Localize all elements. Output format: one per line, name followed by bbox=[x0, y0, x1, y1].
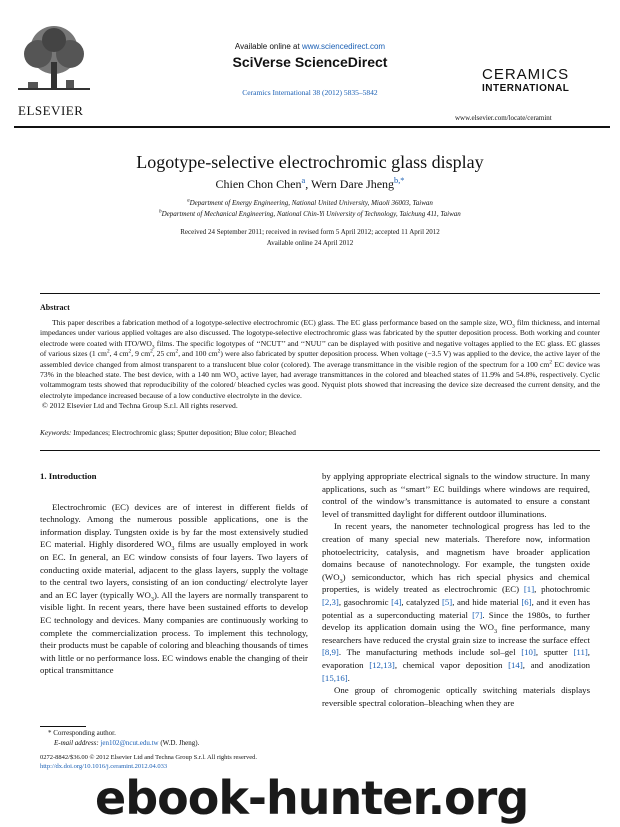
abstract-text-5: , 9 cm bbox=[131, 349, 151, 359]
elsevier-tree-logo bbox=[14, 24, 94, 106]
ref-link-14[interactable]: [14] bbox=[508, 659, 523, 670]
section-heading-introduction: 1. Introduction bbox=[40, 471, 97, 481]
ref-link-15-16[interactable]: [15,16] bbox=[322, 672, 348, 683]
ref-link-1[interactable]: [1] bbox=[523, 584, 535, 595]
available-online-line bbox=[160, 42, 460, 51]
abstract-heading: Abstract bbox=[40, 303, 70, 312]
right-column bbox=[322, 470, 590, 709]
watermark: ebook-hunter.org bbox=[95, 771, 529, 825]
p2-text-g: , and it even has potential as a superconducting material bbox=[322, 596, 590, 620]
journal-homepage-url[interactable]: www.elsevier.com/locate/ceramint bbox=[455, 114, 552, 122]
abstract-copyright: © 2012 Elsevier Ltd and Techna Group S.r.l. All rights reserved. bbox=[42, 401, 238, 411]
email-owner: (W.D. Jheng). bbox=[158, 739, 200, 747]
p2-text-o: . bbox=[347, 672, 350, 683]
p2-text-j: . The manufacturing methods include sol–gel bbox=[338, 647, 522, 658]
abstract-text-8: ) were also fabricated by sputter deposition process. When voltage (−3.5 V) was applied to the device, the active layer of the assembled device changed from almost transparent to a translucent blue color (colored). The average transmittance in the visible region of the spectrum for a 100 cm bbox=[40, 349, 601, 369]
ref-link-5[interactable]: [5] bbox=[441, 596, 453, 607]
author-1-affil[interactable]: a bbox=[301, 176, 306, 185]
author-2: Wern Dare Jheng bbox=[311, 177, 395, 191]
affiliation-a bbox=[0, 199, 620, 207]
abstract-bottom-rule bbox=[40, 450, 600, 451]
p2-text-c: , photochromic bbox=[534, 584, 590, 595]
left-column bbox=[40, 470, 308, 677]
affiliation-b bbox=[0, 210, 620, 218]
abstract-text-9: EC device was 73% in the bleached state. The best device, with a 140 nm WO bbox=[40, 359, 600, 380]
abstract-text-10: active layer, had average transmittances in the colored and bleached states of 11.9% and 54.8%, respectively. Cyclic voltammogram tests showed that reproducibility of the colored/ bleached cycles was good. Nyquist plots showed that increasing the device size decreased the current density, and the electrolyte impedance increased because of a low conductive electrolyte in the device. bbox=[40, 370, 601, 400]
issn-line: 0272-8842/$36.00 © 2012 Elsevier Ltd and Techna Group S.r.l. All rights reserved. bbox=[40, 754, 258, 761]
ref-link-12-13[interactable]: [12,13] bbox=[369, 659, 395, 670]
abstract-top-rule bbox=[40, 293, 600, 294]
affiliation-a-marker: a bbox=[187, 198, 190, 204]
intro-p1-part-b: films are usually employed in work on EC. In general, an EC window consists of four layers. Two layers of conducting oxide material, adjacent to the glass layers, supply the voltage to the central two layers, consisting of an ion conducting/ electrolyte layer and an EC layer (typically WO bbox=[40, 539, 308, 600]
p2-text-d: , gasochromic bbox=[338, 596, 392, 607]
intro-paragraph-continued: by applying appropriate electrical signals to the window structure. In many applications, such as ‘‘smart’’ EC buildings where windows are required, control of the window’s transmittance is automated to ensure a constant level of transmitted daylight for different outdoor illuminations. bbox=[322, 471, 590, 519]
page-footer bbox=[40, 753, 257, 771]
p2-text-e: , catalyzed bbox=[401, 596, 442, 607]
email-link[interactable]: jen102@ncut.edu.tw bbox=[100, 739, 159, 747]
affiliation-a-text: Department of Energy Engineering, National United University, Miaoli 36003, Taiwan bbox=[189, 199, 433, 207]
intro-paragraph-3: One group of chromogenic optically switching materials displays reversible spectral coloration–bleaching when they are bbox=[322, 685, 590, 708]
ref-link-4[interactable]: [4] bbox=[391, 596, 402, 607]
received-dates: Received 24 September 2011; received in revised form 5 April 2012; accepted 11 April 2012 bbox=[180, 228, 440, 236]
p2-text-m: , chemical vapor deposition bbox=[394, 659, 509, 670]
ref-link-6[interactable]: [6] bbox=[521, 596, 532, 607]
article-title: Logotype-selective electrochromic glass display bbox=[136, 152, 484, 172]
available-online-date: Available online 24 April 2012 bbox=[266, 239, 354, 247]
doi-link[interactable]: http://dx.doi.org/10.1016/j.ceramint.2012.04.033 bbox=[40, 763, 168, 770]
p2-text-i: fine performance, many researchers have reduced the crystal grain size to increase the surface effect bbox=[322, 622, 590, 645]
p2-text-n: , and anodization bbox=[522, 659, 590, 670]
corresponding-author-note: * Corresponding author. bbox=[48, 729, 116, 737]
ref-link-10[interactable]: [10] bbox=[521, 647, 536, 658]
keywords-list: Impedances; Electrochromic glass; Sputter deposition; Blue color; Bleached bbox=[71, 428, 296, 437]
abstract-text-3: films. The specific logotypes of ‘‘NCUT’’ and ‘‘NUU’’ can be displayed with positive and negative voltages applied to the EC glass. EC glasses of various sizes (1 cm bbox=[40, 338, 600, 359]
abstract-text-4: , 4 cm bbox=[109, 349, 129, 359]
journal-center-block bbox=[160, 42, 460, 97]
author-1: Chien Chon Chen bbox=[215, 177, 302, 191]
email-label: E-mail address: bbox=[54, 739, 99, 747]
abstract-text-6: , 25 cm bbox=[152, 349, 176, 359]
ref-link-2-3[interactable]: [2,3] bbox=[322, 596, 339, 607]
p2-text-f: , and hide material bbox=[452, 596, 522, 607]
intro-p1-part-a: Electrochromic (EC) devices are of interest in different fields of technology. Among the numerous possible applications, one is the information display. Tungsten oxide is by far the most extensively studied EC material. Highly disordered WO bbox=[40, 501, 308, 550]
ceramics-international-logo bbox=[482, 66, 569, 94]
ref-link-11[interactable]: [11] bbox=[573, 647, 588, 658]
journal-citation[interactable]: Ceramics International 38 (2012) 5835–5842 bbox=[242, 88, 378, 97]
sciencedirect-link[interactable]: www.sciencedirect.com bbox=[301, 42, 386, 51]
ref-link-7[interactable]: [7] bbox=[472, 609, 483, 620]
p2-text-k: , sputter bbox=[535, 647, 574, 658]
sciverse-logo: SciVerse ScienceDirect bbox=[232, 54, 388, 70]
abstract-text-1: This paper describes a fabrication method of a logotype-selective electrochromic (EC) glass. The EC glass performance based on the sample size, WO bbox=[52, 318, 513, 327]
author-separator: , bbox=[305, 177, 312, 191]
ref-link-8-9[interactable]: [8,9] bbox=[322, 647, 339, 658]
intro-p1-part-c: ). All the layers are normally transparent to visible light. In recent years, there have been sustained efforts to develop EC technology and devices. Many companies are continuously working to complete the commercialization process. To implement this technology, their products must be capable of coloring and bleaching thousands of times with little or no performance loss. EC windows enable the changing of their optical transmittance bbox=[40, 589, 309, 676]
header-rule bbox=[14, 126, 610, 128]
abstract-text-7: , and 100 cm bbox=[178, 349, 218, 359]
available-online-text: Available online at bbox=[234, 42, 302, 51]
affiliation-b-text: Department of Mechanical Engineering, National Chin-Yi University of Technology, Taichung 411, Taiwan bbox=[161, 210, 461, 218]
keywords-line bbox=[40, 428, 600, 437]
abstract-body: This paper describes a fabrication method of a logotype-selective electrochromic (EC) glass. The EC glass performance based on the sample size, $WO_3$ film thickness, and internal impedances under various applied voltages are also discussed. The logotype-selective electrochromic glass was fabricated by the sputter deposition process. Both working and counter electrode were coated with ITO/$WO_3$ films. The specific logotypes of ‘‘NCUT’’ and ‘‘NUU’’ can be displayed with positive and negative voltages applied to the EC glass. EC glasses of various sizes (1 $cm^2$, 4 $cm^2$, 9 $cm^2$, 25 $cm^2$, and 100 $cm^2$) were also fabricated by sputter deposition process. When voltage (−3.5 V) was applied to the device, the active layer of the assembled device changed from almost transparent to a translucent blue color (colored). The average transmittance in the visible region of the spectrum for a 100 $cm^2$ EC device was 73% in the bleached state. The best device, with a 140 nm $WO_3$ active layer, had average transmittances in the colored and bleached states of 11.9% and 54.8%, respectively. Cyclic voltammogram tests showed that reproducibility of the colored/ bleached cycles was good. Nyquist plots showed that increasing the device size decreased the current density, and the electrolyte impedance increased because of a low conductive electrolyte in the device. © 2012 Elsevier Ltd and Techna Group S.r.l. All rights reserved. bbox=[40, 318, 601, 411]
keywords-label: Keywords: bbox=[40, 428, 72, 437]
p2-text-a: In recent years, the nanometer technological progress has led to the creation of many special new materials. Therefore now, information photoelectricity, catalysis, and magnetism have broader application domains because of nanotechnology. For example, the tungsten oxide (WO bbox=[322, 521, 590, 582]
footnote-rule bbox=[40, 726, 86, 727]
journal-name-line1: CERAMICS bbox=[482, 66, 570, 83]
journal-name-line2: INTERNATIONAL bbox=[482, 83, 570, 94]
author-2-affil[interactable]: b,* bbox=[394, 176, 405, 185]
affiliation-b-marker: b bbox=[159, 209, 162, 215]
p2-text-b: ) semiconductor, which has rich special physics and chemical properties, is widely treated as electrochromic (EC) bbox=[322, 571, 590, 595]
abstract-text-2: film thickness, and internal impedances under various applied voltages are also discussed. The logotype-selective electrochromic glass was fabricated by the sputter deposition process. Both working and counter electrode were coated with ITO/WO bbox=[40, 318, 600, 348]
intro-paragraph-2: In recent years, the nanometer technological progress has led to the creation of many special new materials. Therefore now, information photoelectricity, catalysis, and magnetism have broader application domains because of nanotechnology. For example, the tungsten oxide $(WO_3)$ semiconductor, which has rich special physics and chemical properties, is widely treated as electrochromic (EC) [1], photochromic [2,3], gasochromic [4], catalyzed [5], and hide material [6], and it even has potential as a superconducting material [7]. Since the 1980s, to further develop its application domain using the $WO_3$ fine performance, many researchers have reduced the crystal grain size to increase the surface effect [8,9]. The manufacturing methods include sol–gel [10], sputter [11], evaporation [12,13], chemical vapor deposition [14], and anodization [15,16]. bbox=[322, 521, 590, 683]
p2-text-l: , evaporation bbox=[322, 647, 590, 670]
footnote-block bbox=[48, 728, 199, 748]
elsevier-wordmark: ELSEVIER bbox=[18, 103, 84, 118]
p2-text-h: . Since the 1980s, to further develop its application domain using the WO bbox=[322, 609, 590, 633]
author-line bbox=[0, 177, 620, 192]
intro-paragraph-1: Electrochromic (EC) devices are of interest in different fields of technology. Among the numerous possible applications, one is the information display. Tungsten oxide is by far the most extensively studied EC material. Highly disordered $WO_3$ films are usually employed in work on EC. In general, an EC window consists of four layers. Two layers of conducting oxide material, adjacent to the glass layers, supply the voltage to the central two layers, consisting of an ion conducting/ electrolyte layer and an EC layer (typically $WO_3$). All the layers are normally transparent to visible light. In recent years, there have been sustained efforts to develop EC technology and devices. Many companies are continuously working to complete the commercialization process. To implement this technology, their products must be capable of coloring and bleaching thousands of times with little or no performance loss. EC windows enable the changing of their optical transmittance bbox=[40, 501, 309, 676]
